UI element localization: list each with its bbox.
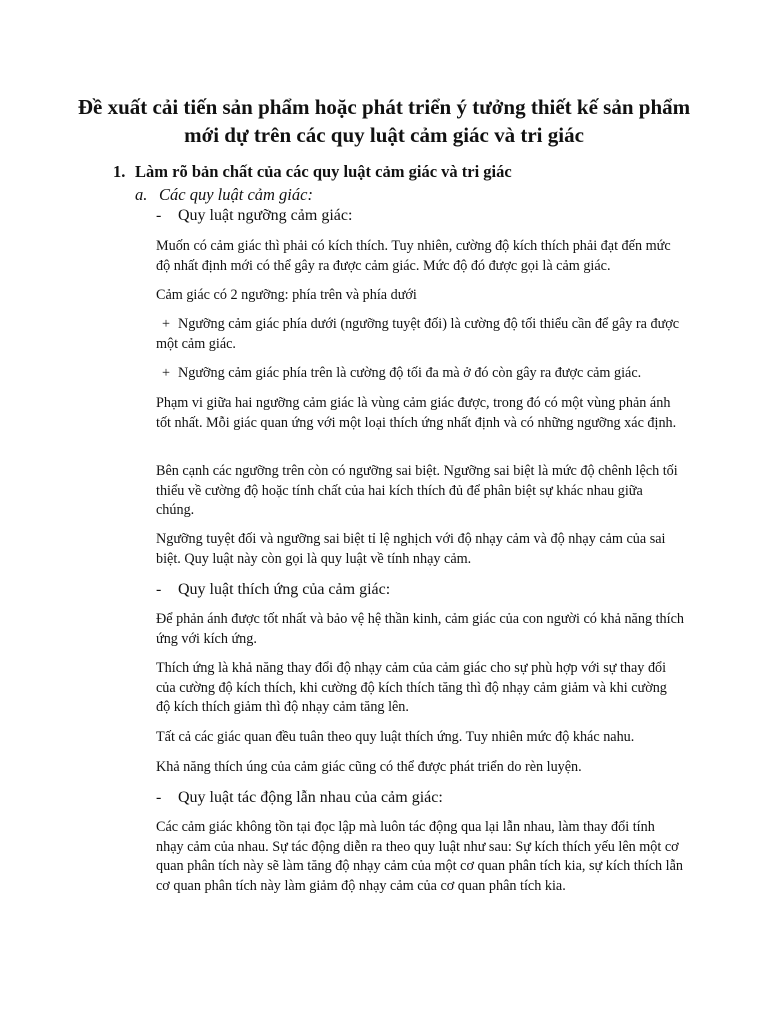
bullet-dash: - — [156, 581, 162, 598]
section-1-text: Làm rõ bản chất của các quy luật cảm giác và tri giác — [135, 162, 512, 181]
plus-item — [156, 315, 684, 354]
plus-item-text: Ngưỡng cảm giác phía trên là cường độ tối đa mà ở đó còn gây ra được cảm giác. — [178, 365, 642, 381]
bullet-threshold-law — [156, 206, 352, 226]
paragraph: Thích ứng là khả năng thay đổi độ nhạy cảm của cảm giác cho sự phù hợp với sự thay đổi của cường độ kích thích, khi cường độ kích thích tăng thì độ nhạy cảm giảm và khi cường độ kích thích giảm thì độ nhạy cảm tăng lên. — [156, 660, 667, 715]
paragraph: Muốn có cảm giác thì phải có kích thích. Tuy nhiên, cường độ kích thích phải đạt đến mức độ nhất định mới có thể gây ra được cảm giác. Mức độ đó được gọi là cảm giác. — [156, 238, 671, 274]
bullet-interaction-law — [156, 788, 443, 808]
plus-item — [156, 364, 684, 384]
paragraph: Phạm vi giữa hai ngưỡng cảm giác là vùng cảm giác được, trong đó có một vùng phản ánh tốt nhất. Mỗi giác quan ứng với một loại thích ứng nhất định và có những ngưỡng xác định. — [156, 395, 677, 431]
section-1-number: 1. — [113, 162, 126, 181]
bullet-adaptation-law — [156, 580, 390, 600]
bullet-dash: - — [156, 207, 162, 224]
subsection-a-heading — [135, 185, 313, 205]
section-1-heading — [113, 162, 512, 182]
bullet-label: Quy luật thích ứng của cảm giác: — [178, 581, 391, 598]
subsection-a-letter: a. — [135, 185, 148, 204]
bullet-label: Quy luật tác động lẫn nhau của cảm giác: — [178, 789, 443, 806]
plus-sign: + — [162, 365, 171, 381]
paragraph: Bên cạnh các ngưỡng trên còn có ngưỡng sai biệt. Ngưỡng sai biệt là mức độ chênh lệch tối thiểu về cường độ hoặc tính chất của hai kích thích đủ để phân biệt sự khác nhau giữa chúng. — [156, 463, 678, 518]
plus-sign: + — [162, 316, 171, 332]
bullet-dash: - — [156, 789, 162, 806]
plus-item-text: Ngưỡng cảm giác phía dưới (ngưỡng tuyệt đối) là cường độ tối thiểu cần để gây ra được một cảm giác. — [156, 316, 680, 352]
bullet-label: Quy luật ngưỡng cảm giác: — [178, 207, 353, 224]
paragraph: Để phản ánh được tốt nhất và bảo vệ hệ thần kinh, cảm giác của con người có khả năng thích ứng với kích ứng. — [156, 611, 684, 647]
document-title: Đề xuất cải tiến sản phẩm hoặc phát triển ý tưởng thiết kế sản phẩm mới dự trên các quy luật cảm giác và tri giác — [77, 95, 691, 147]
paragraph: Khả năng thích úng của cảm giác cũng có thể được phát triển do rèn luyện. — [156, 759, 582, 775]
paragraph: Tất cả các giác quan đều tuân theo quy luật thích ứng. Tuy nhiên mức độ khác nahu. — [156, 729, 635, 745]
paragraph: Cảm giác có 2 ngưỡng: phía trên và phía dưới — [156, 287, 417, 303]
paragraph: Ngưỡng tuyệt đối và ngưỡng sai biệt tỉ lệ nghịch với độ nhạy cảm và độ nhạy cảm của sai biệt. Quy luật này còn gọi là quy luật về tính nhạy cảm. — [156, 531, 666, 567]
subsection-a-text: Các quy luật cảm giác: — [159, 185, 313, 204]
paragraph: Các cảm giác không tồn tại đọc lập mà luôn tác động qua lại lẫn nhau, làm thay đổi tính nhạy cảm của nhau. Sự tác động diễn ra theo quy luật như sau: Sự kích thích yếu lên một cơ quan phân tích này sẽ làm tăng độ nhạy cảm của một cơ quan phân tích kia, sự kích thích lẫn cơ quan phân tích này làm giảm độ nhạy cảm của cơ quan phân tích kia. — [156, 819, 683, 894]
